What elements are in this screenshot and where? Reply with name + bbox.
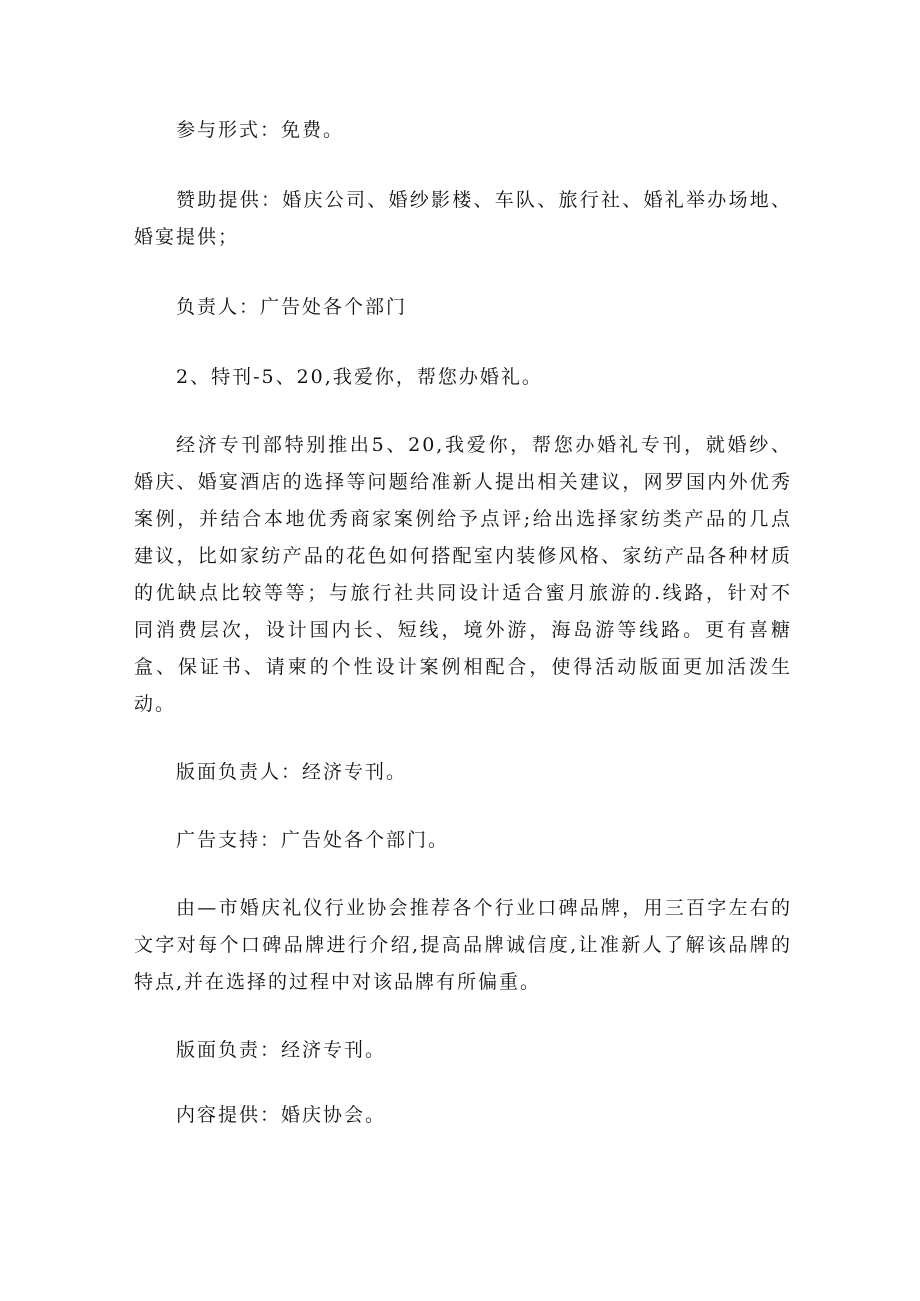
paragraph-responsible-person: 负责人：广告处各个部门: [176, 296, 408, 318]
paragraph-layout-responsible: 版面负责人：经济专刊。: [176, 761, 408, 783]
paragraph-sponsors: 赞助提供：婚庆公司、婚纱影楼、车队、旅行社、婚礼举办场地、婚宴提供；: [134, 189, 792, 248]
document-body: [134, 112, 792, 1134]
paragraph-layout-responsibility: 版面负责：经济专刊。: [176, 1039, 387, 1061]
paragraph-participation-form: 参与形式：免费。: [176, 119, 345, 141]
paragraph-ad-support: 广告支持：广告处各个部门。: [176, 829, 450, 851]
paragraph-special-issue-title: 2、特刊-5、20,我爱你，帮您办婚礼。: [176, 366, 543, 388]
paragraph-association-recommendation: 由—市婚庆礼仪行业协会推荐各个行业口碑品牌，用三百字左右的文字对每个口碑品牌进行介绍,提高品牌诚信度,让准新人了解该品牌的特点,并在选择的过程中对该品牌有所偏重。: [134, 897, 792, 993]
paragraph-content-provider: 内容提供：婚庆协会。: [176, 1104, 387, 1126]
paragraph-special-issue-description: 经济专刊部特别推出5、20,我爱你，帮您办婚礼专刊，就婚纱、婚庆、婚宴酒店的选择等问题给准新人提出相关建议，网罗国内外优秀案例，并结合本地优秀商家案例给予点评;给出选择家纺类产品的几点建议，比如家纺产品的花色如何搭配室内装修风格、家纺产品各种材质的优缺点比较等等；与旅行社共同设计适合蜜月旅游的.线路，针对不同消费层次，设计国内长、短线，境外游，海岛游等线路。更有喜糖盒、保证书、请柬的个性设计案例相配合，使得活动版面更加活泼生动。: [134, 434, 792, 715]
